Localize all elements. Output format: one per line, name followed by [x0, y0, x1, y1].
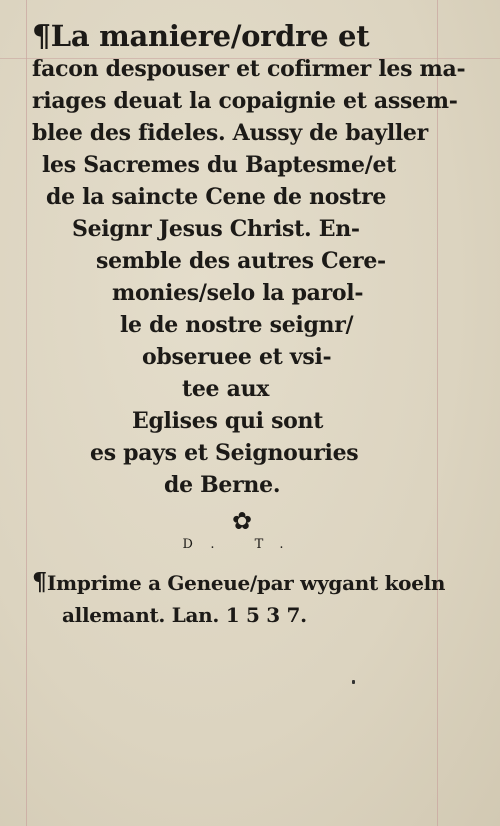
printer-initials: D. T. [182, 537, 302, 552]
title-line-3: riages deuat la copaignie et assem- [32, 88, 458, 114]
title-block [32, 19, 466, 631]
title-line-2: facon despouser et cofirmer les ma- [32, 56, 466, 82]
title-line-6: de la saincte Cene de nostre [46, 184, 387, 210]
title-line-15: de Berne. [164, 472, 281, 498]
title-line-10: le de nostre seignr/ [120, 312, 354, 338]
imprint-pilcrow-mark: ¶ [32, 567, 47, 596]
title-line-12: tee aux [182, 376, 270, 402]
title-line-7: Seignr Jesus Christ. En- [72, 216, 360, 242]
fleuron-ornament: ✿ [231, 507, 253, 535]
title-line-11: obseruee et vsi- [142, 344, 332, 370]
title-line-1: ¶La maniere/ordre et [32, 19, 370, 54]
title-line-4: blee des fideles. Aussy de bayller [32, 120, 428, 146]
imprint-line-1: ¶Imprime a Geneue/par wygant koeln [32, 567, 446, 596]
ink-speck [352, 680, 355, 684]
margin-rule-left [26, 0, 27, 826]
title-line-5: les Sacremes du Baptesme/et [42, 152, 397, 178]
title-line-8: semble des autres Cere- [96, 248, 386, 274]
title-line-14: es pays et Seignouries [90, 440, 359, 466]
imprint-line-2: allemant. Lan. 1 5 3 7. [62, 603, 307, 627]
pilcrow-mark: ¶ [32, 19, 51, 54]
title-line-9: monies/selo la parol- [112, 280, 364, 306]
title-line-13: Eglises qui sont [132, 408, 324, 434]
